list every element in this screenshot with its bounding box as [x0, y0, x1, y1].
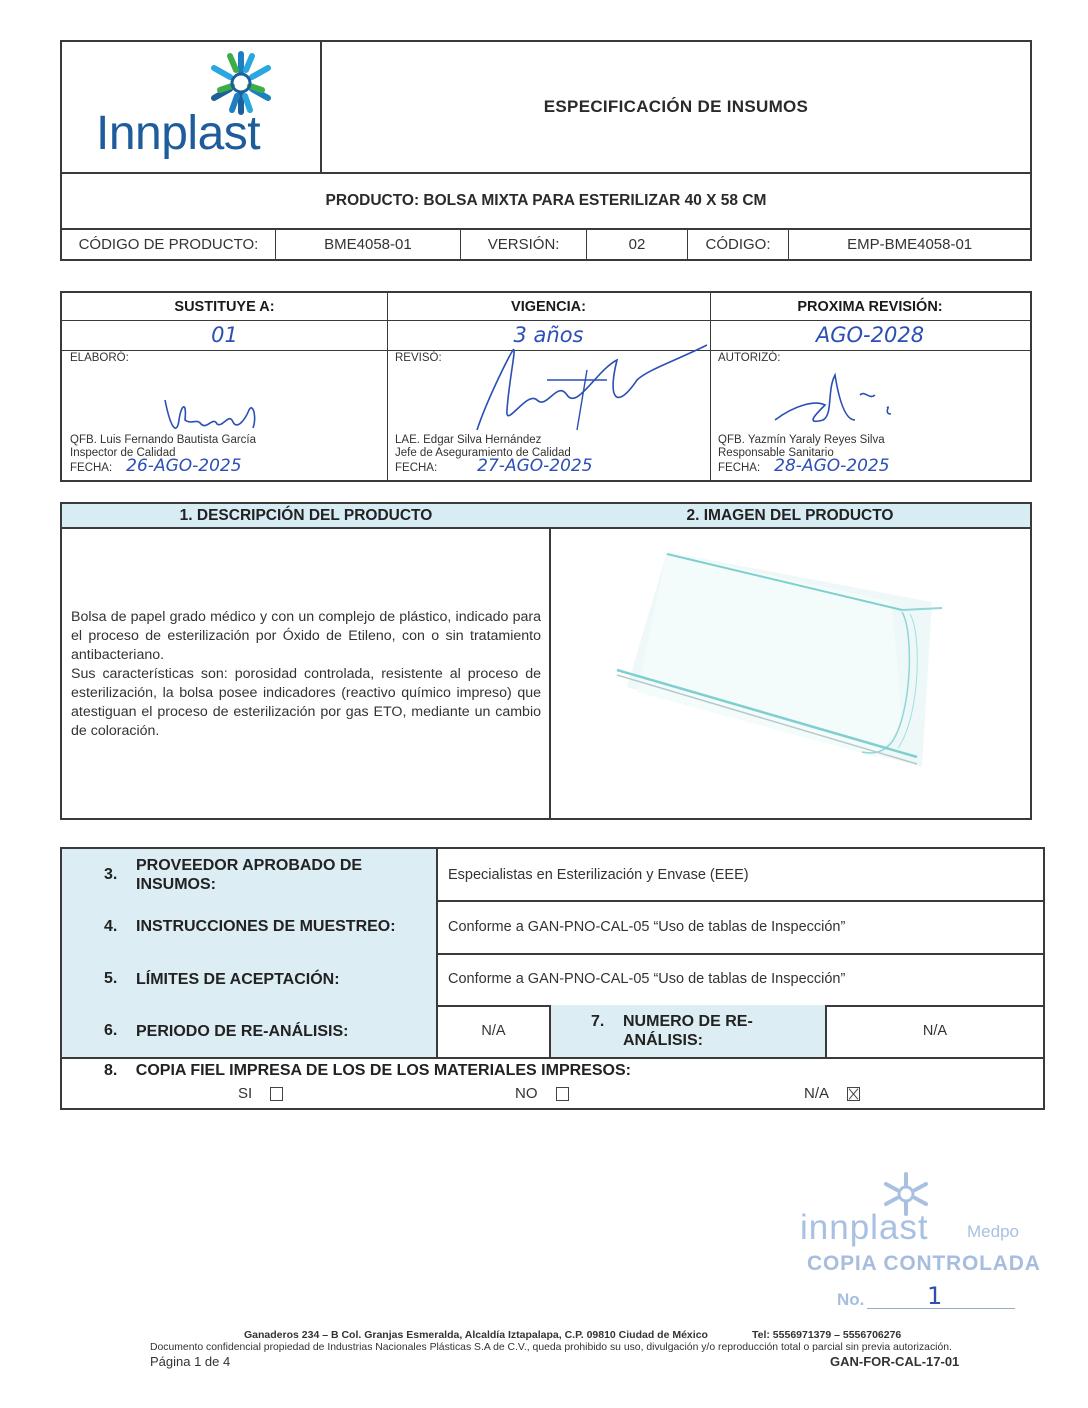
copia-fiel-label: 8. COPIA FIEL IMPRESA DE LOS DE LOS MATERIALES IMPRESOS:: [104, 1062, 631, 1079]
signer-name: QFB. Luis Fernando Bautista García: [70, 434, 257, 446]
description-image-section: [60, 502, 1032, 820]
signer-info: [70, 434, 256, 475]
logo-text: Innplast: [96, 107, 261, 160]
column-divider: [549, 527, 551, 818]
approval-table: [60, 291, 1032, 482]
sustituye-value: 01: [62, 320, 387, 351]
controlled-copy-stamp: [795, 1170, 1055, 1320]
form-code: GAN-FOR-CAL-17-01: [830, 1354, 960, 1369]
limites-label: 5. LÍMITES DE ACEPTACIÓN:: [62, 953, 438, 1005]
numero-reanalisis-value: N/A: [922, 1023, 948, 1039]
option-na[interactable]: N/A: [804, 1085, 860, 1102]
section-1-title: 1. DESCRIPCIÓN DEL PRODUCTO: [62, 504, 551, 529]
stamp-copy-number: 1: [927, 1282, 943, 1310]
option-no[interactable]: NO: [515, 1085, 569, 1102]
limites-value: Conforme a GAN-PNO-CAL-05 “Uso de tablas de Inspección”: [448, 971, 846, 987]
version-label: VERSIÓN:: [461, 230, 587, 259]
periodo-reanalisis-value: N/A: [438, 1005, 551, 1057]
document-title: ESPECIFICACIÓN DE INSUMOS: [543, 97, 809, 116]
signer-title: Inspector de Calidad: [70, 447, 176, 459]
specification-table: [60, 847, 1045, 1110]
signer-title: Responsable Sanitario: [718, 447, 834, 459]
stamp-label: COPIA CONTROLADA: [807, 1252, 1041, 1275]
numero-reanalisis-label: 7. NUMERO DE RE-ANÁLISIS:: [551, 1005, 827, 1057]
product-description: [71, 608, 541, 741]
signed-date: 27-AGO-2025: [477, 456, 593, 476]
row-limites-aceptacion: [62, 953, 1043, 1007]
description-paragraph-2: Sus características son: porosidad controlada, resistente al proceso de esterilización, la bolsa posee indicadores (reactivo químico impreso) que atestiguan el proceso de esterilización por gas ETO, mediante un cambio de coloración.: [71, 666, 541, 739]
page-number: Página 1 de 4: [150, 1354, 231, 1369]
signature-block-autorizo: [710, 350, 1030, 480]
signature-block-reviso: [387, 350, 710, 480]
row-instrucciones-muestreo: [62, 900, 1043, 955]
signer-name: LAE. Edgar Silva Hernández: [395, 434, 542, 446]
logo-cell: [62, 42, 322, 172]
signer-title: Jefe de Aseguramiento de Calidad: [395, 447, 571, 459]
signer-name: QFB. Yazmín Yaraly Reyes Silva: [718, 434, 885, 446]
footer-phone: Tel: 5556971379 – 5556706276: [752, 1329, 902, 1341]
vigencia-value: 3 años: [387, 320, 710, 351]
periodo-reanalisis-label: 6. PERIODO DE RE-ANÁLISIS:: [62, 1005, 438, 1057]
footer-address: Ganaderos 234 – B Col. Granjas Esmeralda, Alcaldía Iztapalapa, C.P. 09810 Ciudad de México: [244, 1329, 708, 1341]
product-image: [592, 542, 952, 792]
role-label: AUTORIZÓ:: [718, 352, 781, 364]
vigencia-label: VIGENCIA:: [387, 293, 710, 321]
code-value: EMP-BME4058-01: [847, 236, 973, 253]
instrucciones-label: 4. INSTRUCCIONES DE MUESTREO:: [62, 900, 438, 953]
checkbox-si[interactable]: [270, 1087, 283, 1101]
signature-icon: [157, 390, 267, 440]
checkbox-na-checked[interactable]: [847, 1087, 860, 1101]
version-value: 02: [587, 230, 687, 259]
checkbox-no[interactable]: [556, 1087, 569, 1101]
stamp-no-label: No.: [837, 1290, 865, 1309]
role-label: REVISÓ:: [395, 352, 442, 364]
stamp-medpo-text: Medpo: [967, 1222, 1019, 1241]
instrucciones-value: Conforme a GAN-PNO-CAL-05 “Uso de tablas de Inspección”: [448, 918, 846, 935]
proveedor-label: 3. PROVEEDOR APROBADO DE INSUMOS:: [62, 849, 438, 900]
role-label: ELABORÓ:: [70, 352, 129, 364]
row-copia-fiel: [62, 1057, 1043, 1108]
option-si[interactable]: SI: [238, 1085, 283, 1102]
product-code-value: BME4058-01: [276, 230, 461, 259]
code-row: [62, 228, 1030, 259]
document-header: [60, 40, 1032, 261]
column-elaboro: [62, 293, 388, 480]
date-label: FECHA:: [718, 462, 761, 474]
footer-confidential: Documento confidencial propiedad de Industrias Nacionales Plásticas S.A de C.V., queda prohibido su uso, divulgación y/o reproducción total o parcial sin previa autorización.: [150, 1342, 952, 1353]
date-label: FECHA:: [395, 462, 438, 474]
column-reviso: [387, 293, 711, 480]
row-reanalisis: [62, 1005, 1043, 1059]
product-line: PRODUCTO: BOLSA MIXTA PARA ESTERILIZAR 40 X 58 CM: [62, 172, 1030, 228]
column-autorizo: [710, 293, 1030, 480]
signature-block-elaboro: [62, 350, 387, 480]
signer-info: [718, 434, 890, 475]
proveedor-value: Especialistas en Esterilización y Envase (EEE): [448, 866, 749, 883]
signed-date: 26-AGO-2025: [126, 456, 242, 476]
product-code-label: CÓDIGO DE PRODUCTO:: [62, 230, 276, 259]
proxima-revision-label: PROXIMA REVISIÓN:: [710, 293, 1030, 321]
date-label: FECHA:: [70, 462, 113, 474]
sustituye-label: SUSTITUYE A:: [62, 293, 387, 321]
proxima-revision-value: AGO-2028: [710, 320, 1030, 351]
row-proveedor: [62, 849, 1043, 902]
section-2-title: 2. IMAGEN DEL PRODUCTO: [550, 504, 1030, 529]
stamp-logo-text: innplast: [800, 1208, 929, 1247]
code-label: CÓDIGO:: [688, 230, 789, 259]
signer-info: [395, 434, 593, 475]
description-paragraph-1: Bolsa de papel grado médico y con un complejo de plástico, indicado para el proceso de esterilización por Óxido de Etileno, con o sin tratamiento antibacteriano.: [71, 609, 541, 663]
signed-date: 28-AGO-2025: [774, 456, 890, 476]
